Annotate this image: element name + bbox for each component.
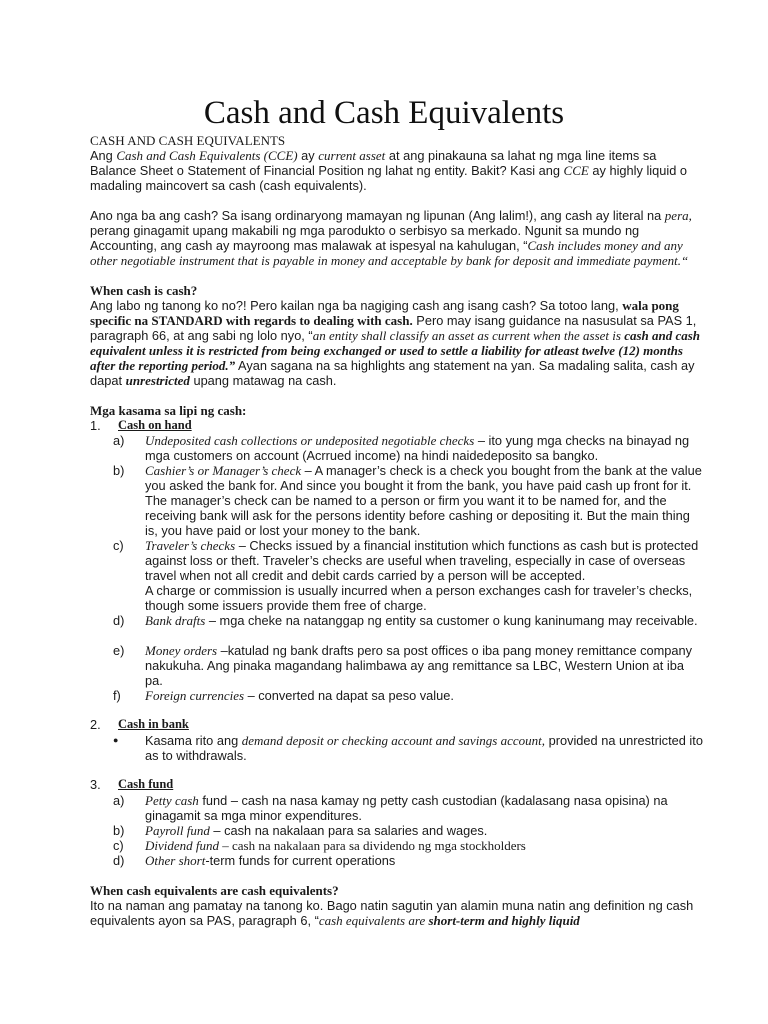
page-title: Cash and Cash Equivalents bbox=[203, 95, 565, 131]
section-label-cash-fund: Cash fund bbox=[118, 777, 174, 791]
item-desc: –katulad ng bank drafts pero sa post offices o iba pang money remittance company nakukuha. Ang pinaka magandang halimbawa ay ang remittance sa LBC, Western Union at iba pa. bbox=[145, 643, 693, 688]
section-number-3: 3. bbox=[90, 777, 101, 792]
text-run: perang ginagamit upang makabili ng mga parodukto o serbisyo sa merkado. Ngunit sa mundo ng Accounting, ang cash ay mayroong mas malawak at ispesyal na kahulugan, “ bbox=[90, 223, 640, 253]
intro-section bbox=[90, 133, 704, 268]
list-item bbox=[145, 793, 704, 823]
list-item bbox=[145, 823, 704, 838]
list-item bbox=[145, 463, 704, 538]
list-item bbox=[145, 538, 704, 613]
section-label-cash-in-bank: Cash in bank bbox=[118, 717, 189, 731]
list-item bbox=[145, 433, 704, 463]
item-letter: e) bbox=[113, 643, 125, 658]
item-letter: c) bbox=[113, 538, 124, 553]
text-run: Ano nga ba ang cash? Sa isang ordinaryong mamayan ng lipunan (Ang lalim!), ang cash ay literal na bbox=[90, 208, 665, 223]
when-cash-heading: When cash is cash? bbox=[90, 283, 198, 298]
text-run: pera, bbox=[664, 208, 692, 223]
text-run: demand deposit or checking account and savings account, bbox=[241, 733, 546, 748]
text-run: Pero may isang guidance na nasusulat sa PAS 1, paragraph 66, at ang sabi ng lolo nyo, “ bbox=[90, 313, 697, 343]
item-letter: b) bbox=[113, 463, 125, 478]
item-term: Other short bbox=[145, 853, 206, 868]
list-item bbox=[145, 613, 704, 628]
text-run: current asset bbox=[318, 148, 386, 163]
when-cash-section bbox=[90, 283, 704, 388]
list-item bbox=[145, 853, 704, 868]
text-run: provided na unrestricted ito as to withdrawals. bbox=[145, 733, 703, 763]
text-run: at ang pinakauna sa lahat ng mga line items sa Balance Sheet o Statement of Financial Position ng lahat ng entity. Bakit? Kasi ang bbox=[90, 148, 657, 178]
item-letter: a) bbox=[113, 433, 125, 448]
text-run: Ito na naman ang pamatay na tanong ko. Bago natin sagutin yan alamin muna natin ang definition ng cash equivalents ayon sa PAS, paragraph 6, “ bbox=[90, 898, 694, 928]
when-ce-section bbox=[90, 883, 704, 928]
item-desc: fund – cash na nasa kamay ng petty cash custodian (kadalasang nasa opisina) na ginagamit sa mga minor expenditures. bbox=[145, 793, 668, 823]
item-term: Dividend fund bbox=[145, 838, 220, 853]
list-heading: Mga kasama sa lipi ng cash: bbox=[90, 403, 247, 418]
text-run: ay bbox=[297, 148, 319, 163]
text-run: Cash and Cash Equivalents (CCE) bbox=[116, 148, 298, 163]
item-desc: – ito yung mga checks na binayad ng mga customers on account (Acrrued income) na hindi naidedeposito sa bangko. bbox=[145, 433, 690, 463]
when-ce-paragraph bbox=[90, 898, 704, 928]
item-letter: d) bbox=[113, 613, 125, 628]
item-term: Cashier’s or Manager’s check bbox=[145, 463, 302, 478]
text-run: Cash includes money and any other negotiable instrument that is payable in money and acceptable by bank for deposit and immediate payment.“ bbox=[90, 238, 689, 268]
item-letter: a) bbox=[113, 793, 125, 808]
text-run: cash and cash equivalent unless it is restricted from being exchanged or used to settle a liability for atleast twelve (12) months after the reporting period.” bbox=[90, 328, 701, 373]
item-desc: – cash na nakalaan para sa salaries and wages. bbox=[209, 823, 488, 838]
item-desc: – Checks issued by a financial institution which functions as cash but is protected against loss or theft. Traveler’s checks are useful when traveling, especially in case of overseas travel when not all credit and debit cards carried by a person will be accepted. bbox=[145, 538, 699, 583]
item-desc: – cash na nakalaan para sa dividendo ng mga stockholders bbox=[219, 838, 526, 853]
intro-paragraph-2 bbox=[90, 208, 704, 268]
item-letter: d) bbox=[113, 853, 125, 868]
item-term: Undeposited cash collections or undeposited negotiable checks bbox=[145, 433, 475, 448]
item-term: Money orders bbox=[145, 643, 218, 658]
item-term: Foreign currencies bbox=[145, 688, 245, 703]
text-run: upang matawag na cash. bbox=[189, 373, 337, 388]
item-desc: -term funds for current operations bbox=[205, 853, 396, 868]
item-term: Payroll fund bbox=[145, 823, 210, 838]
text-run: Kasama rito ang bbox=[145, 733, 242, 748]
text-run: short-term and highly liquid bbox=[428, 913, 580, 928]
item-desc-continued: A charge or commission is usually incurred when a person exchanges cash for traveler’s checks, though some issuers provide them free of charge. bbox=[145, 583, 693, 613]
text-run: unrestricted bbox=[125, 373, 190, 388]
text-run: wala pong specific na STANDARD with regards to dealing with cash. bbox=[90, 298, 679, 328]
text-run: an entity shall classify an asset as current when the asset is bbox=[312, 328, 625, 343]
when-ce-heading: When cash equivalents are cash equivalents? bbox=[90, 883, 339, 898]
bullet-icon: ● bbox=[113, 735, 119, 745]
item-letter: c) bbox=[113, 838, 124, 853]
section-number-1: 1. bbox=[90, 418, 101, 433]
section-label-cash-on-hand: Cash on hand bbox=[118, 418, 192, 432]
item-desc: – converted na dapat sa peso value. bbox=[244, 688, 454, 703]
text-run: Ang bbox=[90, 148, 117, 163]
list-item bbox=[145, 688, 704, 703]
list-item bbox=[145, 643, 704, 688]
text-run: CCE bbox=[563, 163, 589, 178]
when-cash-paragraph bbox=[90, 298, 704, 388]
intro-paragraph-1 bbox=[90, 148, 704, 193]
item-term: Bank drafts bbox=[145, 613, 206, 628]
text-run: Ayan sagana na sa highlights ang statement na yan. Sa madaling salita, cash ay dapat bbox=[90, 358, 695, 388]
item-desc: – mga cheke na natanggap ng entity sa customer o kung kaninumang may receivable. bbox=[205, 613, 698, 628]
text-run: Ang labo ng tanong ko no?! Pero kailan nga ba nagiging cash ang isang cash? Sa totoo lang, bbox=[90, 298, 623, 313]
item-term: Traveler’s checks bbox=[145, 538, 236, 553]
intro-heading: CASH AND CASH EQUIVALENTS bbox=[90, 133, 286, 148]
item-letter: f) bbox=[113, 688, 121, 703]
item-letter: b) bbox=[113, 823, 125, 838]
list-item bbox=[145, 838, 704, 853]
list-item bbox=[145, 733, 704, 763]
text-run: ay highly liquid o madaling maincovert sa cash (cash equivalents). bbox=[90, 163, 688, 193]
item-desc: – A manager’s check is a check you bought from the bank at the value you asked the bank for. And since you bought it from the bank, you have paid cash up front for it. The manager’s check can be named to a person or firm you want it to be named for, and the receiving bank will ask for the persons identity before cashing or depositing it. But the main thing is, you have paid or lost your money to the bank. bbox=[145, 463, 702, 538]
section-number-2: 2. bbox=[90, 717, 101, 732]
text-run: cash equivalents are bbox=[318, 913, 429, 928]
item-term: Petty cash bbox=[145, 793, 199, 808]
